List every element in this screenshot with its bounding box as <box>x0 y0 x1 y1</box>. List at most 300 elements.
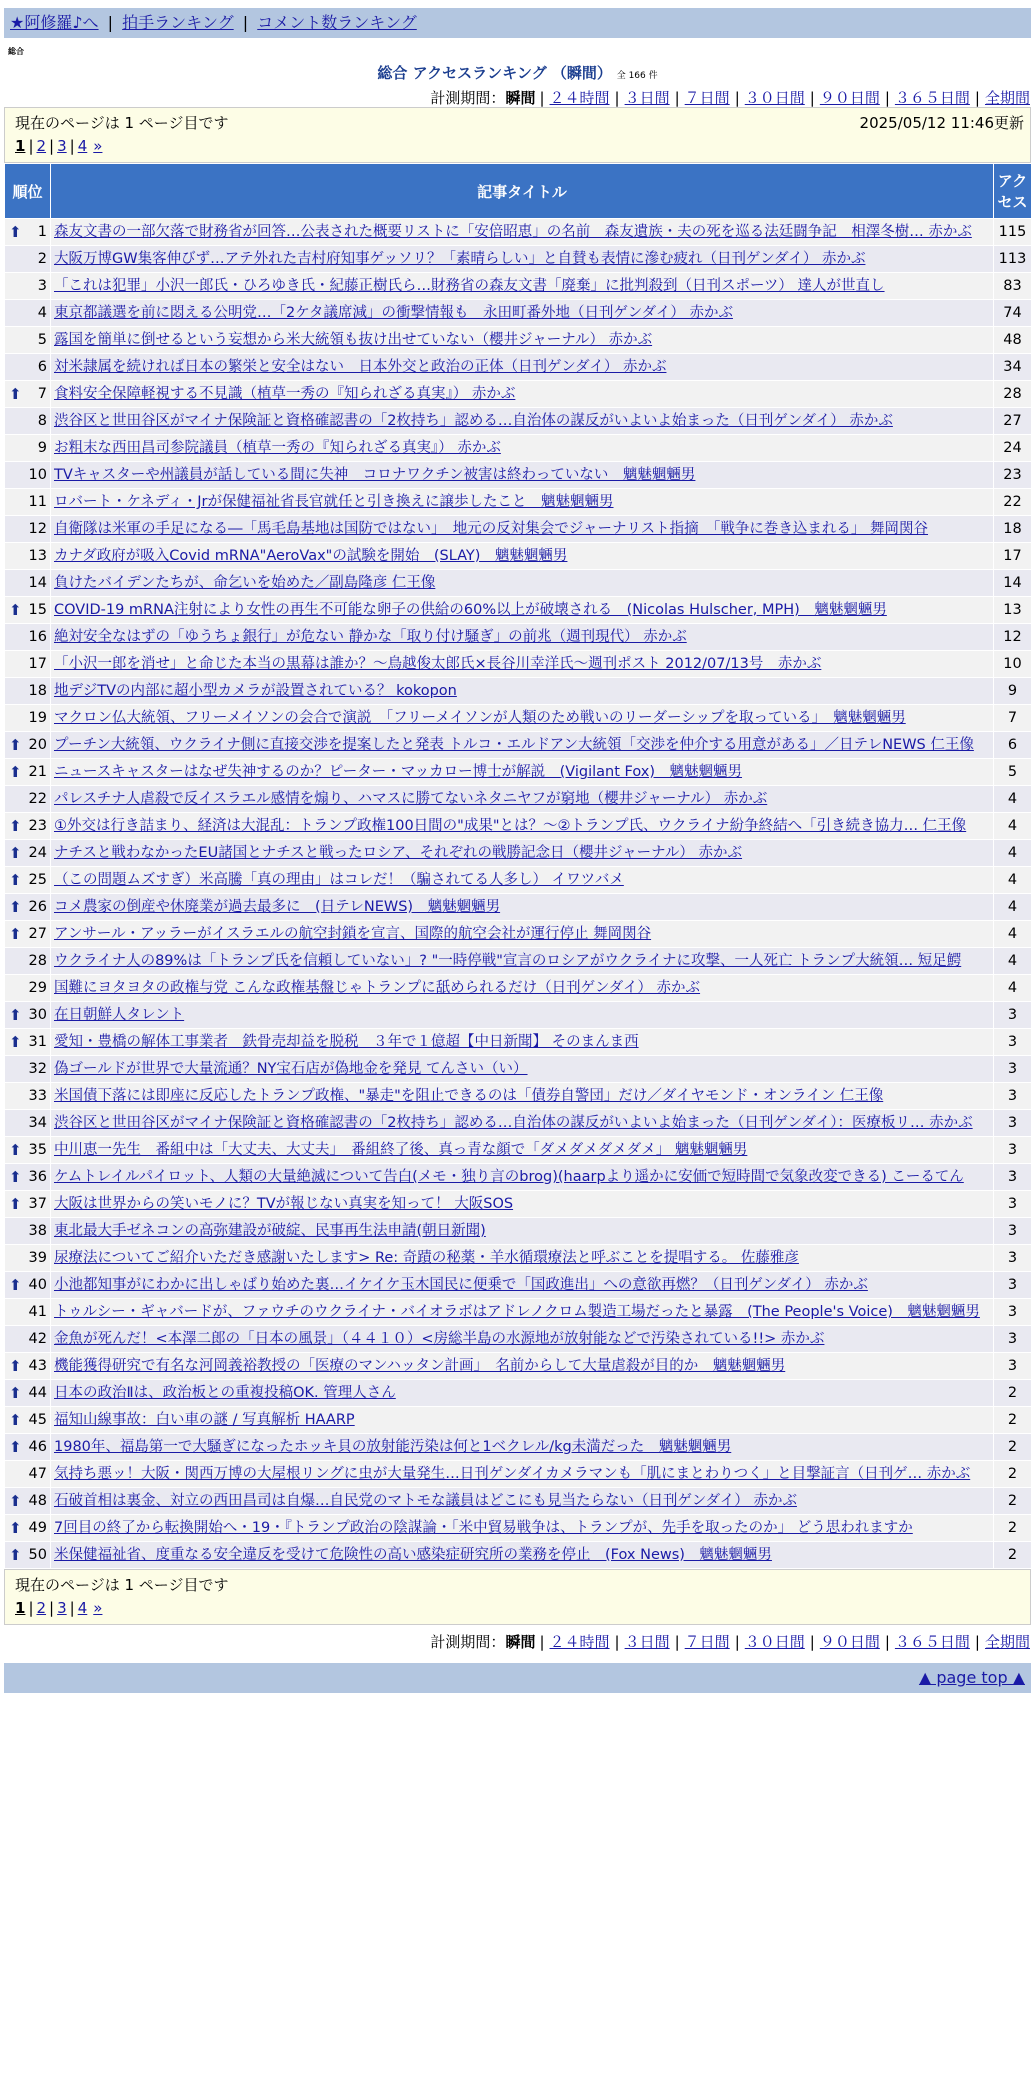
table-row <box>5 948 1032 975</box>
title-cell <box>51 570 994 597</box>
period-option-0[interactable]: ２４時間 <box>549 89 610 107</box>
page-link-2[interactable]: 2 <box>36 137 47 155</box>
period-separator: | <box>809 89 815 107</box>
up-arrow-icon: ⬆ <box>9 223 22 241</box>
access-count: 3 <box>994 1299 1032 1326</box>
table-row <box>5 1515 1032 1542</box>
period-separator: | <box>809 1633 815 1651</box>
article-link[interactable]: アンサール・アッラーがイスラエルの航空封鎖を宣言、国際的航空会社が運行停止 舞岡関谷 <box>54 926 652 942</box>
rank-cell <box>5 1272 51 1299</box>
page-separator: | <box>49 137 55 155</box>
access-count: 2 <box>994 1515 1032 1542</box>
rank-cell <box>5 1083 51 1110</box>
rank-cell <box>5 300 51 327</box>
title-cell <box>51 327 994 354</box>
rank-cell <box>5 354 51 381</box>
rank-number: 47 <box>28 1466 47 1482</box>
period-separator: | <box>674 89 680 107</box>
period-option-6[interactable]: 全期間 <box>984 89 1030 107</box>
col-title-header: 記事タイトル <box>51 164 994 219</box>
article-link[interactable]: 7回目の終了から転換開始へ・19・『トランプ政治の陰謀論・「米中貿易戦争は、トランプが、先手を取ったのか」 どう思われますか <box>54 1520 913 1536</box>
table-row <box>5 1110 1032 1137</box>
rank-cell <box>5 759 51 786</box>
rank-number: 10 <box>28 467 47 483</box>
title-cell <box>51 1299 994 1326</box>
rank-number: 20 <box>28 737 47 753</box>
access-count: 4 <box>994 840 1032 867</box>
title-cell <box>51 786 994 813</box>
title-cell <box>51 1515 994 1542</box>
article-link[interactable]: 露国を簡単に倒せるという妄想から米大統領も抜け出せていない（櫻井ジャーナル） 赤かぶ <box>54 332 653 348</box>
title-cell <box>51 1407 994 1434</box>
rank-cell <box>5 570 51 597</box>
rank-number: 49 <box>28 1520 47 1536</box>
nav-separator: | <box>107 13 114 32</box>
up-arrow-icon: ⬆ <box>9 1168 22 1186</box>
table-row <box>5 813 1032 840</box>
access-count: 3 <box>994 1002 1032 1029</box>
page-top-link[interactable]: ▲ page top ▲ <box>918 1668 1025 1687</box>
rank-number: 5 <box>37 332 47 348</box>
article-link[interactable]: 地デジTVの内部に超小型カメラが設置されている？ kokopon <box>54 683 457 699</box>
access-count: 4 <box>994 867 1032 894</box>
access-count: 14 <box>994 570 1032 597</box>
title-cell <box>51 516 994 543</box>
table-row <box>5 1353 1032 1380</box>
period-option-4[interactable]: ９０日間 <box>819 89 880 107</box>
rank-cell <box>5 1002 51 1029</box>
title-cell <box>51 921 994 948</box>
title-cell <box>51 975 994 1002</box>
article-link[interactable]: ロバート・ケネディ・Jrが保健福祉省長官就任と引き換えに譲歩したこと 魑魅魍魎男 <box>54 494 614 510</box>
access-count: 3 <box>994 1083 1032 1110</box>
bottom-bar <box>4 1663 1031 1693</box>
article-link[interactable]: TVキャスターや州議員が話している間に失神 コロナワクチン被害は終わっていない 魑魅魍魎男 <box>54 467 696 483</box>
article-link[interactable]: 米国債下落には即座に反応したトランプ政権、"暴走"を阻止できるのは「債券自警団」だけ／ダイヤモンド・オンライン 仁王像 <box>54 1088 884 1104</box>
article-link[interactable]: 機能獲得研究で有名な河岡義裕教授の「医療のマンハッタン計画」 名前からして大量虐殺が目的か 魑魅魍魎男 <box>54 1358 786 1374</box>
up-arrow-icon: ⬆ <box>9 736 22 754</box>
rank-number: 43 <box>28 1358 47 1374</box>
page-link-3[interactable]: 3 <box>57 137 67 155</box>
access-count: 22 <box>994 489 1032 516</box>
rank-cell <box>5 381 51 408</box>
rank-number: 32 <box>28 1061 47 1077</box>
pagination <box>15 1599 1020 1617</box>
access-count: 113 <box>994 246 1032 273</box>
up-arrow-icon: ⬆ <box>9 1276 22 1294</box>
title-cell <box>51 597 994 624</box>
period-separator: | <box>884 89 890 107</box>
rank-cell <box>5 516 51 543</box>
table-row <box>5 1407 1032 1434</box>
title-cell <box>51 1137 994 1164</box>
rank-number: 1 <box>37 224 47 240</box>
access-count: 115 <box>994 219 1032 246</box>
title-cell <box>51 1272 994 1299</box>
up-arrow-icon: ⬆ <box>9 763 22 781</box>
up-arrow-icon: ⬆ <box>9 1033 22 1051</box>
period-separator: | <box>614 1633 620 1651</box>
access-count: 4 <box>994 975 1032 1002</box>
rank-number: 25 <box>28 872 47 888</box>
rank-cell <box>5 219 51 246</box>
access-count: 3 <box>994 1164 1032 1191</box>
table-row <box>5 381 1032 408</box>
table-row <box>5 1272 1032 1299</box>
article-link[interactable]: 気持ち悪ッ！大阪・関西万博の大屋根リングに虫が大量発生…日刊ゲンダイカメラマンも「肌にまとわりつく」と目撃証言（日刊ゲ… 赤かぶ <box>54 1466 971 1482</box>
table-row <box>5 1245 1032 1272</box>
rank-number: 12 <box>28 521 47 537</box>
title-cell <box>51 1488 994 1515</box>
page-link-current[interactable]: 1 <box>15 137 26 155</box>
rank-number: 11 <box>28 494 47 510</box>
article-link[interactable]: トゥルシー・ギャバードが、ファウチのウクライナ・バイオラボはアドレノクロム製造工場だったと暴露 (The People's Voice) 魑魅魍魎男 <box>54 1304 980 1320</box>
comment-ranking-link[interactable]: コメント数ランキング <box>257 13 417 32</box>
rank-cell <box>5 543 51 570</box>
period-separator: | <box>674 1633 680 1651</box>
rank-number: 16 <box>28 629 47 645</box>
home-link[interactable]: ★阿修羅♪へ <box>10 13 99 32</box>
rank-cell <box>5 597 51 624</box>
access-count: 2 <box>994 1461 1032 1488</box>
period-option-3[interactable]: ３０日間 <box>744 1633 805 1651</box>
rank-number: 44 <box>28 1385 47 1401</box>
access-count: 27 <box>994 408 1032 435</box>
rank-number: 33 <box>28 1088 47 1104</box>
table-row <box>5 624 1032 651</box>
article-link[interactable]: 森友文書の一部欠落で財務省が回答…公表された概要リストに「安倍昭恵」の名前 森友遺族・夫の死を巡る法廷闘争記 相澤冬樹… 赤かぶ <box>54 224 972 240</box>
rank-cell <box>5 1299 51 1326</box>
rank-number: 6 <box>37 359 47 375</box>
rank-number: 7 <box>37 386 47 402</box>
article-link[interactable]: 中川恵一先生 番組中は「大丈夫、大丈夫」 番組終了後、真っ青な顔で「ダメダメダメダメ」 魑魅魍魎男 <box>54 1142 748 1158</box>
paging-info-bottom <box>4 1569 1031 1625</box>
article-link[interactable]: ニュースキャスターはなぜ失神するのか？ピーター・マッカロー博士が解説 (Vigilant Fox) 魑魅魍魎男 <box>54 764 743 780</box>
table-row <box>5 1029 1032 1056</box>
period-option-1[interactable]: ３日間 <box>624 89 670 107</box>
rank-cell <box>5 894 51 921</box>
article-link[interactable]: 日本の政治Ⅱは、政治板との重複投稿OK. 管理人さん <box>54 1385 396 1401</box>
rank-cell <box>5 705 51 732</box>
period-option-2[interactable]: ７日間 <box>684 89 730 107</box>
title-cell <box>51 894 994 921</box>
rank-cell <box>5 1515 51 1542</box>
up-arrow-icon: ⬆ <box>9 1411 22 1429</box>
page-separator: | <box>49 1599 55 1617</box>
rank-number: 2 <box>37 251 47 267</box>
rank-cell <box>5 813 51 840</box>
rank-number: 39 <box>28 1250 47 1266</box>
table-row <box>5 1002 1032 1029</box>
period-option-5[interactable]: ３６５日間 <box>894 89 970 107</box>
table-row <box>5 435 1032 462</box>
table-row <box>5 273 1032 300</box>
access-count: 24 <box>994 435 1032 462</box>
rank-cell <box>5 1245 51 1272</box>
period-current: 瞬間 <box>505 89 536 107</box>
article-link[interactable]: 大阪万博GW集客伸びず…アテ外れた吉村府知事ゲッソリ？「素晴らしい」と自賛も表情に滲む疲れ（日刊ゲンダイ） 赤かぶ <box>54 251 866 267</box>
rank-number: 8 <box>37 413 47 429</box>
article-link[interactable]: 金魚が死んだ！<本澤二郎の「日本の風景」（４４１０）<房総半島の水源地が放射能などで汚染されている!!> 赤かぶ <box>54 1331 825 1347</box>
table-row <box>5 1488 1032 1515</box>
rank-number: 4 <box>37 305 47 321</box>
rank-cell <box>5 246 51 273</box>
title-cell <box>51 948 994 975</box>
article-link[interactable]: ①外交は行き詰まり、経済は大混乱：トランプ政権100日間の"成果"とは？～②トランプ氏、ウクライナ紛争終結へ「引き続き協力… 仁王像 <box>54 818 967 834</box>
page-separator: | <box>28 1599 34 1617</box>
article-link[interactable]: 絶対安全なはずの「ゆうちょ銀行」が危ない 静かな「取り付け騒ぎ」の前兆（週刊現代） 赤かぶ <box>54 629 687 645</box>
access-count: 9 <box>994 678 1032 705</box>
article-link[interactable]: コメ農家の倒産や休廃業が過去最多に (日テレNEWS) 魑魅魍魎男 <box>54 899 501 915</box>
title-cell <box>51 543 994 570</box>
period-separator: | <box>539 89 545 107</box>
title-cell <box>51 759 994 786</box>
access-count: 12 <box>994 624 1032 651</box>
title-cell <box>51 354 994 381</box>
title-cell <box>51 732 994 759</box>
rank-cell <box>5 975 51 1002</box>
access-count: 3 <box>994 1110 1032 1137</box>
article-link[interactable]: ケムトレイルパイロット、人類の大量絶滅について告白(メモ・独り言のbrog)(haarpより遥かに安価で短時間で気象改変できる) こーるてん <box>54 1169 964 1185</box>
access-count: 48 <box>994 327 1032 354</box>
access-count: 7 <box>994 705 1032 732</box>
period-option-6[interactable]: 全期間 <box>984 1633 1030 1651</box>
rank-number: 21 <box>28 764 47 780</box>
table-row <box>5 1461 1032 1488</box>
table-row <box>5 489 1032 516</box>
rank-cell <box>5 327 51 354</box>
access-count: 10 <box>994 651 1032 678</box>
page-link-3[interactable]: 3 <box>57 1599 67 1617</box>
title-cell <box>51 840 994 867</box>
rank-number: 35 <box>28 1142 47 1158</box>
table-row <box>5 1434 1032 1461</box>
table-row <box>5 678 1032 705</box>
article-link[interactable]: （この問題ムズすぎ）米高騰「真の理由」はコレだ！（騙されてる人多し） イワツバメ <box>54 872 624 888</box>
title-cell <box>51 1191 994 1218</box>
article-link[interactable]: 渋谷区と世田谷区がマイナ保険証と資格確認書の「2枚持ち」認める…自治体の謀反がいよいよ始まった（日刊ゲンダイ） 赤かぶ <box>54 413 893 429</box>
article-link[interactable]: 1980年、福島第一で大騒ぎになったホッキ貝の放射能汚染は何と1ベクレル/kg未満だった 魑魅魍魎男 <box>54 1439 732 1455</box>
article-link[interactable]: カナダ政府が吸入Covid mRNA"AeroVax"の試験を開始 (SLAY) 魑魅魍魎男 <box>54 548 568 564</box>
table-row <box>5 462 1032 489</box>
period-option-5[interactable]: ３６５日間 <box>894 1633 970 1651</box>
title-cell <box>51 300 994 327</box>
period-selector <box>4 87 1031 107</box>
access-count: 74 <box>994 300 1032 327</box>
rank-cell <box>5 786 51 813</box>
access-count: 3 <box>994 1353 1032 1380</box>
col-rank-header: 順位 <box>5 164 51 219</box>
table-row <box>5 300 1032 327</box>
rank-number: 48 <box>28 1493 47 1509</box>
rank-cell <box>5 678 51 705</box>
table-row <box>5 516 1032 543</box>
rank-cell <box>5 948 51 975</box>
article-link[interactable]: プーチン大統領、ウクライナ側に直接交渉を提案したと発表 トルコ・エルドアン大統領「交渉を仲介する用意がある」／日テレNEWS 仁王像 <box>54 737 974 753</box>
article-link[interactable]: 東北最大手ゼネコンの高弥建設が破綻、民事再生法申請(朝日新聞) <box>54 1223 486 1239</box>
rank-cell <box>5 624 51 651</box>
col-access-header: アクセス <box>994 164 1032 219</box>
article-link[interactable]: マクロン仏大統領、フリーメイソンの会合で演説 「フリーメイソンが人類のため戦いのリーダーシップを取っている」 魑魅魍魎男 <box>54 710 906 726</box>
article-link[interactable]: 「これは犯罪」小沢一郎氏・ひろゆき氏・紀藤正樹氏ら…財務省の森友文書「廃棄」に批判殺到（日刊スポーツ） 達人が世直し <box>54 278 885 294</box>
title-cell <box>51 1434 994 1461</box>
article-link[interactable]: 米保健福祉省、度重なる安全違反を受けて危険性の高い感染症研究所の業務を停止 (Fox News) 魑魅魍魎男 <box>54 1547 772 1563</box>
article-link[interactable]: COVID-19 mRNA注射により女性の再生不可能な卵子の供給の60%以上が破壊される (Nicolas Hulscher, MPH) 魑魅魍魎男 <box>54 602 887 618</box>
title-cell <box>51 273 994 300</box>
rank-cell <box>5 1407 51 1434</box>
page-link-4[interactable]: 4 <box>77 137 88 155</box>
table-row <box>5 894 1032 921</box>
rank-number: 9 <box>37 440 47 456</box>
access-count: 34 <box>994 354 1032 381</box>
article-link[interactable]: お粗末な西田昌司参院議員（植草一秀の『知られざる真実』） 赤かぶ <box>54 440 501 456</box>
period-option-3[interactable]: ３０日間 <box>744 89 805 107</box>
table-row <box>5 1191 1032 1218</box>
title-cell <box>51 651 994 678</box>
rank-cell <box>5 1191 51 1218</box>
rank-number: 50 <box>28 1547 47 1563</box>
table-row <box>5 408 1032 435</box>
table-row <box>5 732 1032 759</box>
title-cell <box>51 678 994 705</box>
table-row <box>5 1056 1032 1083</box>
up-arrow-icon: ⬆ <box>9 1384 22 1402</box>
table-row <box>5 1137 1032 1164</box>
title-cell <box>51 1461 994 1488</box>
rank-number: 13 <box>28 548 47 564</box>
article-link[interactable]: 尿療法についてご紹介いただき感謝いたします> Re: 奇蹟の秘薬・羊水循環療法と呼ぶことを提唱する。 佐藤雅彦 <box>54 1250 799 1266</box>
article-link[interactable]: 在日朝鮮人タレント <box>54 1007 185 1023</box>
rank-number: 28 <box>28 953 47 969</box>
title-cell <box>51 1245 994 1272</box>
article-link[interactable]: 福知山線事故：白い車の謎 / 写真解析 HAARP <box>54 1412 355 1428</box>
title-cell <box>51 1083 994 1110</box>
page-link-2[interactable]: 2 <box>36 1599 47 1617</box>
period-option-4[interactable]: ９０日間 <box>819 1633 880 1651</box>
up-arrow-icon: ⬆ <box>9 1357 22 1375</box>
rank-cell <box>5 1110 51 1137</box>
article-link[interactable]: 対米隷属を続ければ日本の繁栄と安全はない 日本外交と政治の正体（日刊ゲンダイ） 赤かぶ <box>54 359 667 375</box>
rank-number: 26 <box>28 899 47 915</box>
article-link[interactable]: 負けたバイデンたちが、命乞いを始めた／副島隆彦 仁王像 <box>54 575 436 591</box>
access-count: 2 <box>994 1488 1032 1515</box>
page-separator: | <box>69 1599 75 1617</box>
article-link[interactable]: パレスチナ人虐殺で反イスラエル感情を煽り、ハマスに勝てないネタニヤフが窮地（櫻井ジャーナル） 赤かぶ <box>54 791 768 807</box>
title-cell <box>51 462 994 489</box>
up-arrow-icon: ⬆ <box>9 385 22 403</box>
access-count: 18 <box>994 516 1032 543</box>
article-link[interactable]: 自衛隊は米軍の手足になる―「馬毛島基地は国防ではない」 地元の反対集会でジャーナリスト指摘 「戦争に巻き込まれる」 舞岡関谷 <box>54 521 929 537</box>
next-page-link[interactable]: » <box>93 1599 103 1617</box>
rank-cell <box>5 867 51 894</box>
rank-cell <box>5 732 51 759</box>
category-label: 総合 <box>8 47 24 56</box>
access-count: 13 <box>994 597 1032 624</box>
page-link-4[interactable]: 4 <box>77 1599 88 1617</box>
title-cell <box>51 867 994 894</box>
article-link[interactable]: 石破首相は裏金、対立の西田昌司は自爆…自民党のマトモな議員はどこにも見当たらない（日刊ゲンダイ） 赤かぶ <box>54 1493 797 1509</box>
access-count: 17 <box>994 543 1032 570</box>
next-page-link[interactable]: » <box>93 137 103 155</box>
table-row <box>5 840 1032 867</box>
access-count: 3 <box>994 1191 1032 1218</box>
applause-ranking-link[interactable]: 拍手ランキング <box>122 13 234 32</box>
table-row <box>5 1380 1032 1407</box>
up-arrow-icon: ⬆ <box>9 871 22 889</box>
article-link[interactable]: ウクライナ人の89%は「トランプ氏を信頼していない」? "一時停戦"宣言のロシアがウクライナに攻撃、一人死亡 トランプ大統領… 短足鰐 <box>54 953 962 969</box>
period-separator: | <box>539 1633 545 1651</box>
up-arrow-icon: ⬆ <box>9 844 22 862</box>
paging-info-top <box>4 107 1031 163</box>
rank-cell <box>5 1326 51 1353</box>
period-label: 計測期間： <box>430 1633 506 1651</box>
table-row <box>5 1326 1032 1353</box>
title-cell <box>51 219 994 246</box>
article-link[interactable]: 東京都議選を前に悶える公明党…「2ケタ議席減」の衝撃情報も 永田町番外地（日刊ゲンダイ） 赤かぶ <box>54 305 733 321</box>
article-link[interactable]: 偽ゴールドが世界で大量流通？NY宝石店が偽地金を発見 てんさい（い） <box>54 1061 528 1077</box>
rank-number: 34 <box>28 1115 47 1131</box>
page-link-current[interactable]: 1 <box>15 1599 26 1617</box>
access-count: 3 <box>994 1029 1032 1056</box>
rank-number: 45 <box>28 1412 47 1428</box>
up-arrow-icon: ⬆ <box>9 1519 22 1537</box>
rank-number: 30 <box>28 1007 47 1023</box>
table-row <box>5 1164 1032 1191</box>
access-count: 2 <box>994 1434 1032 1461</box>
up-arrow-icon: ⬆ <box>9 1195 22 1213</box>
table-row <box>5 354 1032 381</box>
access-count: 3 <box>994 1218 1032 1245</box>
period-option-1[interactable]: ３日間 <box>624 1633 670 1651</box>
period-current: 瞬間 <box>505 1633 536 1651</box>
article-link[interactable]: 「小沢一郎を消せ」と命じた本当の黒幕は誰か？～鳥越俊太郎氏×長谷川幸洋氏～週刊ポスト 2012/07/13号 赤かぶ <box>54 656 822 672</box>
rank-number: 31 <box>28 1034 47 1050</box>
ranking-table-body <box>5 219 1032 1569</box>
article-link[interactable]: 食料安全保障軽視する不見識（植草一秀の『知られざる真実』） 赤かぶ <box>54 386 516 402</box>
article-link[interactable]: 小池都知事がにわかに出しゃばり始めた裏…イケイケ玉木国民に便乗で「国政進出」への意欲再燃？（日刊ゲンダイ） 赤かぶ <box>54 1277 868 1293</box>
rank-number: 17 <box>28 656 47 672</box>
article-link[interactable]: 渋谷区と世田谷区がマイナ保険証と資格確認書の「2枚持ち」認める…自治体の謀反がいよいよ始まった（日刊ゲンダイ）：医療板リ… 赤かぶ <box>54 1115 973 1131</box>
up-arrow-icon: ⬆ <box>9 1492 22 1510</box>
access-count: 6 <box>994 732 1032 759</box>
rank-cell <box>5 1461 51 1488</box>
access-count: 4 <box>994 813 1032 840</box>
title-cell <box>51 381 994 408</box>
access-count: 4 <box>994 921 1032 948</box>
period-option-2[interactable]: ７日間 <box>684 1633 730 1651</box>
article-link[interactable]: 大阪は世界からの笑いモノに？TVが報じない真実を知って！ 大阪SOS <box>54 1196 514 1212</box>
article-link[interactable]: ナチスと戦わなかったEU諸国とナチスと戦ったロシア、それぞれの戦勝記念日（櫻井ジャーナル） 赤かぶ <box>54 845 743 861</box>
period-separator: | <box>974 89 980 107</box>
rank-number: 29 <box>28 980 47 996</box>
rank-cell <box>5 489 51 516</box>
article-link[interactable]: 愛知・豊橋の解体工事業者 鉄骨売却益を脱税 ３年で１億超【中日新聞】 そのまんま西 <box>54 1034 639 1050</box>
access-count: 3 <box>994 1137 1032 1164</box>
rank-cell <box>5 1380 51 1407</box>
period-separator: | <box>884 1633 890 1651</box>
table-row <box>5 651 1032 678</box>
access-count: 4 <box>994 786 1032 813</box>
period-separator: | <box>974 1633 980 1651</box>
up-arrow-icon: ⬆ <box>9 898 22 916</box>
rank-number: 22 <box>28 791 47 807</box>
rank-cell <box>5 1137 51 1164</box>
table-row <box>5 1218 1032 1245</box>
table-row <box>5 543 1032 570</box>
period-separator: | <box>734 89 740 107</box>
article-link[interactable]: 国難にヨタヨタの政権与党 こんな政権基盤じゃトランプに舐められるだけ（日刊ゲンダイ） 赤かぶ <box>54 980 701 996</box>
period-option-0[interactable]: ２４時間 <box>549 1633 610 1651</box>
